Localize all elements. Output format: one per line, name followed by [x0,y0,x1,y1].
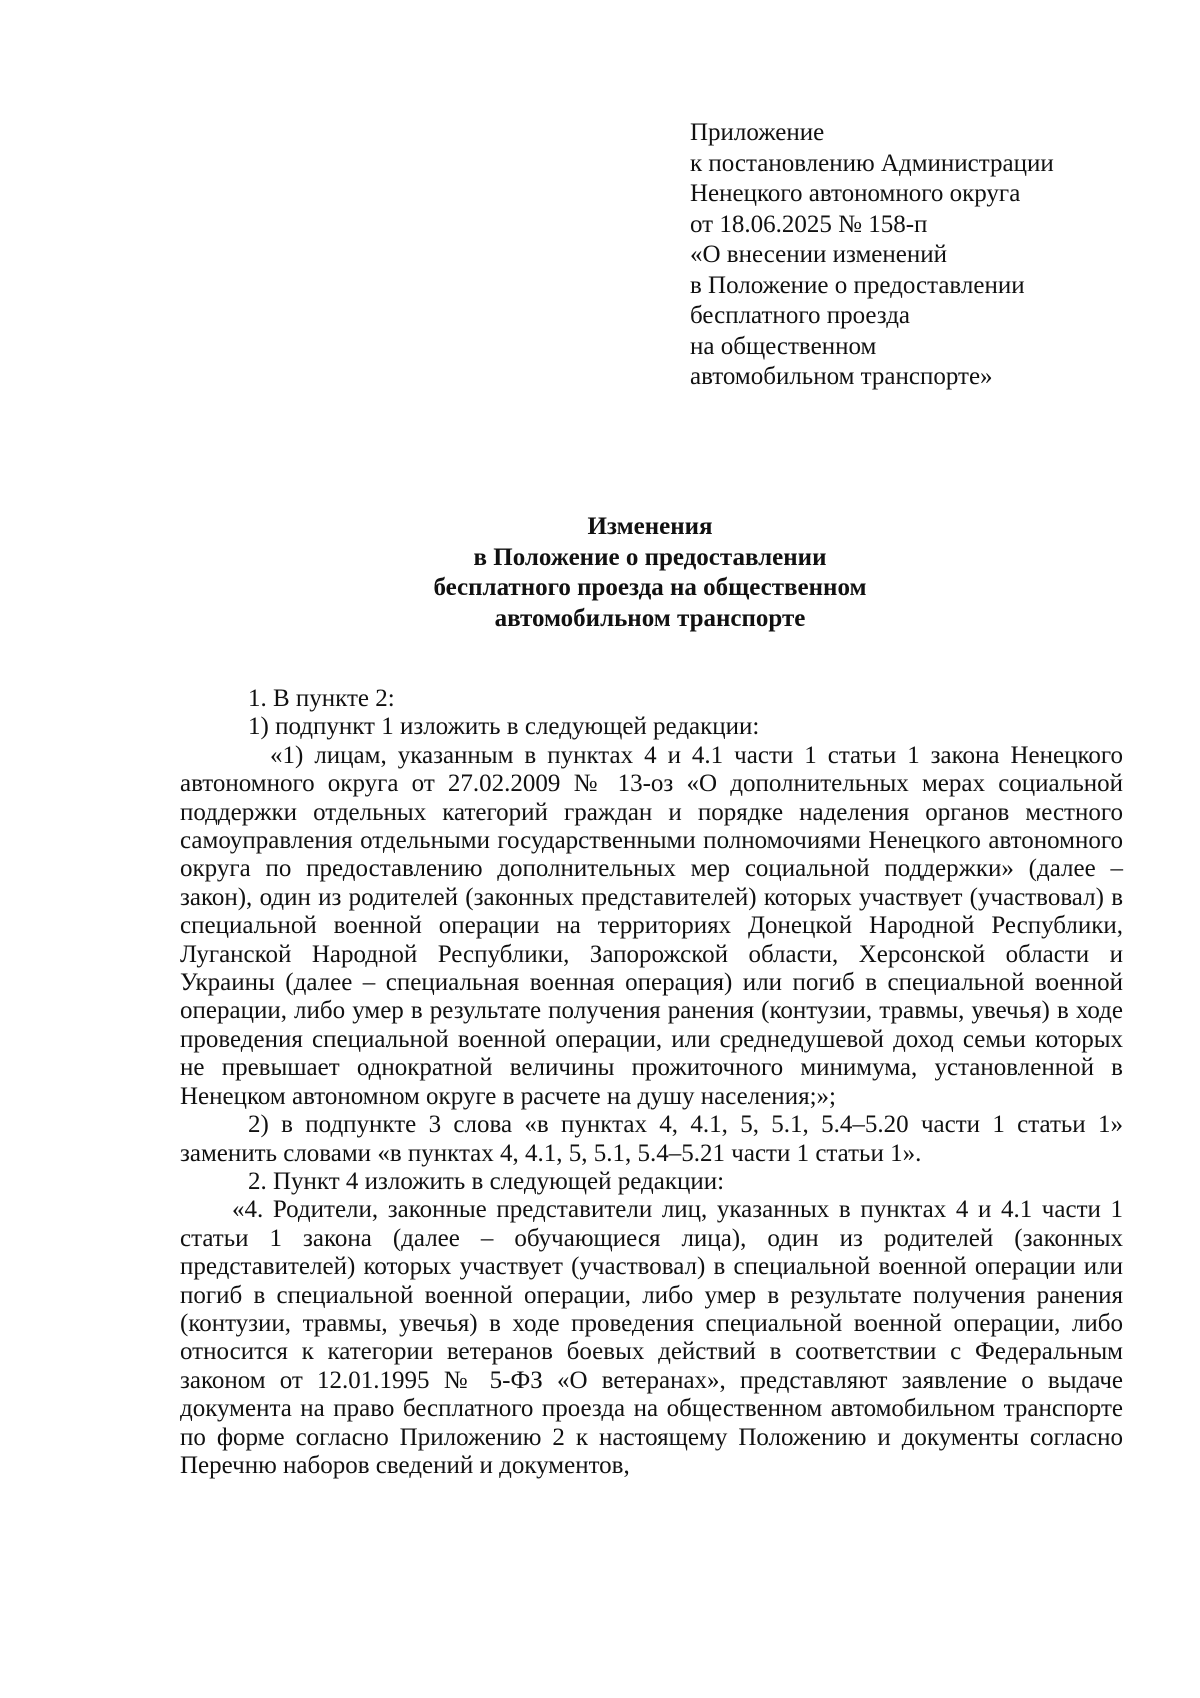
appendix-line: к постановлению Администрации [690,149,1054,177]
title-line: бесплатного проезда на общественном [433,574,867,601]
title-line: автомобильном транспорте [494,604,806,632]
paragraph-subitem-1: 1) подпункт 1 изложить в следующей редакции: [248,713,760,741]
paragraph-subitem-2: 2) в подпункте 3 слова «в пунктах 4, 4.1, 5, 5.1, 5.4–5.20 части 1 статьи 1» заменить словами «в пунктах 4, 4.1, 5, 5.1, 5.4–5.21 части 1 статьи 1». [180,1111,1123,1167]
appendix-header [690,118,1170,393]
appendix-line: «О внесении изменений [690,241,948,268]
appendix-line: Ненецкого автономного округа [690,180,1021,207]
document-body [180,685,1123,1480]
appendix-line: от 18.06.2025 № 158-п [690,210,928,238]
paragraph-item-1: 1. В пункте 2: [248,685,395,712]
paragraph-item-4-text: «4. Родители, законные представители лиц, указанных в пунктах 4 и 4.1 части 1 статьи 1 закона (далее – обучающиеся лица), один из родителей (законных представителей) которых участвует (участвовал) в специальной военной операции или погиб в специальной военной операции, либо умер в результате получения ранения (контузии, травмы, увечья) в ходе проведения специальной военной операции, либо относится к категории ветеранов боевых действий в соответствии с Федеральным законом от 12.01.1995 № 5-ФЗ «О ветеранах», представляют заявление о выдаче документа на право бесплатного проезда на общественном автомобильном транспорте по форме согласно Приложению 2 к настоящему Положению и документы согласно Перечню наборов сведений и документов, [180,1196,1123,1479]
appendix-line: в Положение о предоставлении [690,271,1025,299]
paragraph-subitem-1-text: «1) лицам, указанным в пунктах 4 и 4.1 части 1 статьи 1 закона Ненецкого автономного округа от 27.02.2009 № 13-оз «О дополнительных мерах социальной поддержки отдельных категорий граждан и порядке наделения органов местного самоуправления отдельными государственными полномочиями Ненецкого автономного округа по предоставлению дополнительных мер социальной поддержки» (далее – закон), один из родителей (законных представителей) которых участвует (участвовал) в специальной военной операции на территориях Донецкой Народной Республики, Луганской Народной Республики, Запорожской области, Херсонской области и Украины (далее – специальная военная операция) или погиб в специальной военной операции, либо умер в результате получения ранения (контузии, травмы, увечья) в ходе проведения специальной военной операции, или среднедушевой доход семьи которых не превышает однократной величины прожиточного минимума, установленной в Ненецком автономном округе в расчете на душу населения;»; [180,741,1123,1110]
paragraph-item-2: 2. Пункт 4 изложить в следующей редакции: [248,1167,725,1195]
document-title [180,512,1120,634]
appendix-line: автомобильном транспорте» [690,363,993,390]
title-line: в Положение о предоставлении [473,543,827,571]
appendix-line: на общественном [690,332,877,360]
appendix-line: бесплатного проезда [690,302,911,329]
appendix-line: Приложение [690,119,825,146]
title-line: Изменения [587,513,713,540]
